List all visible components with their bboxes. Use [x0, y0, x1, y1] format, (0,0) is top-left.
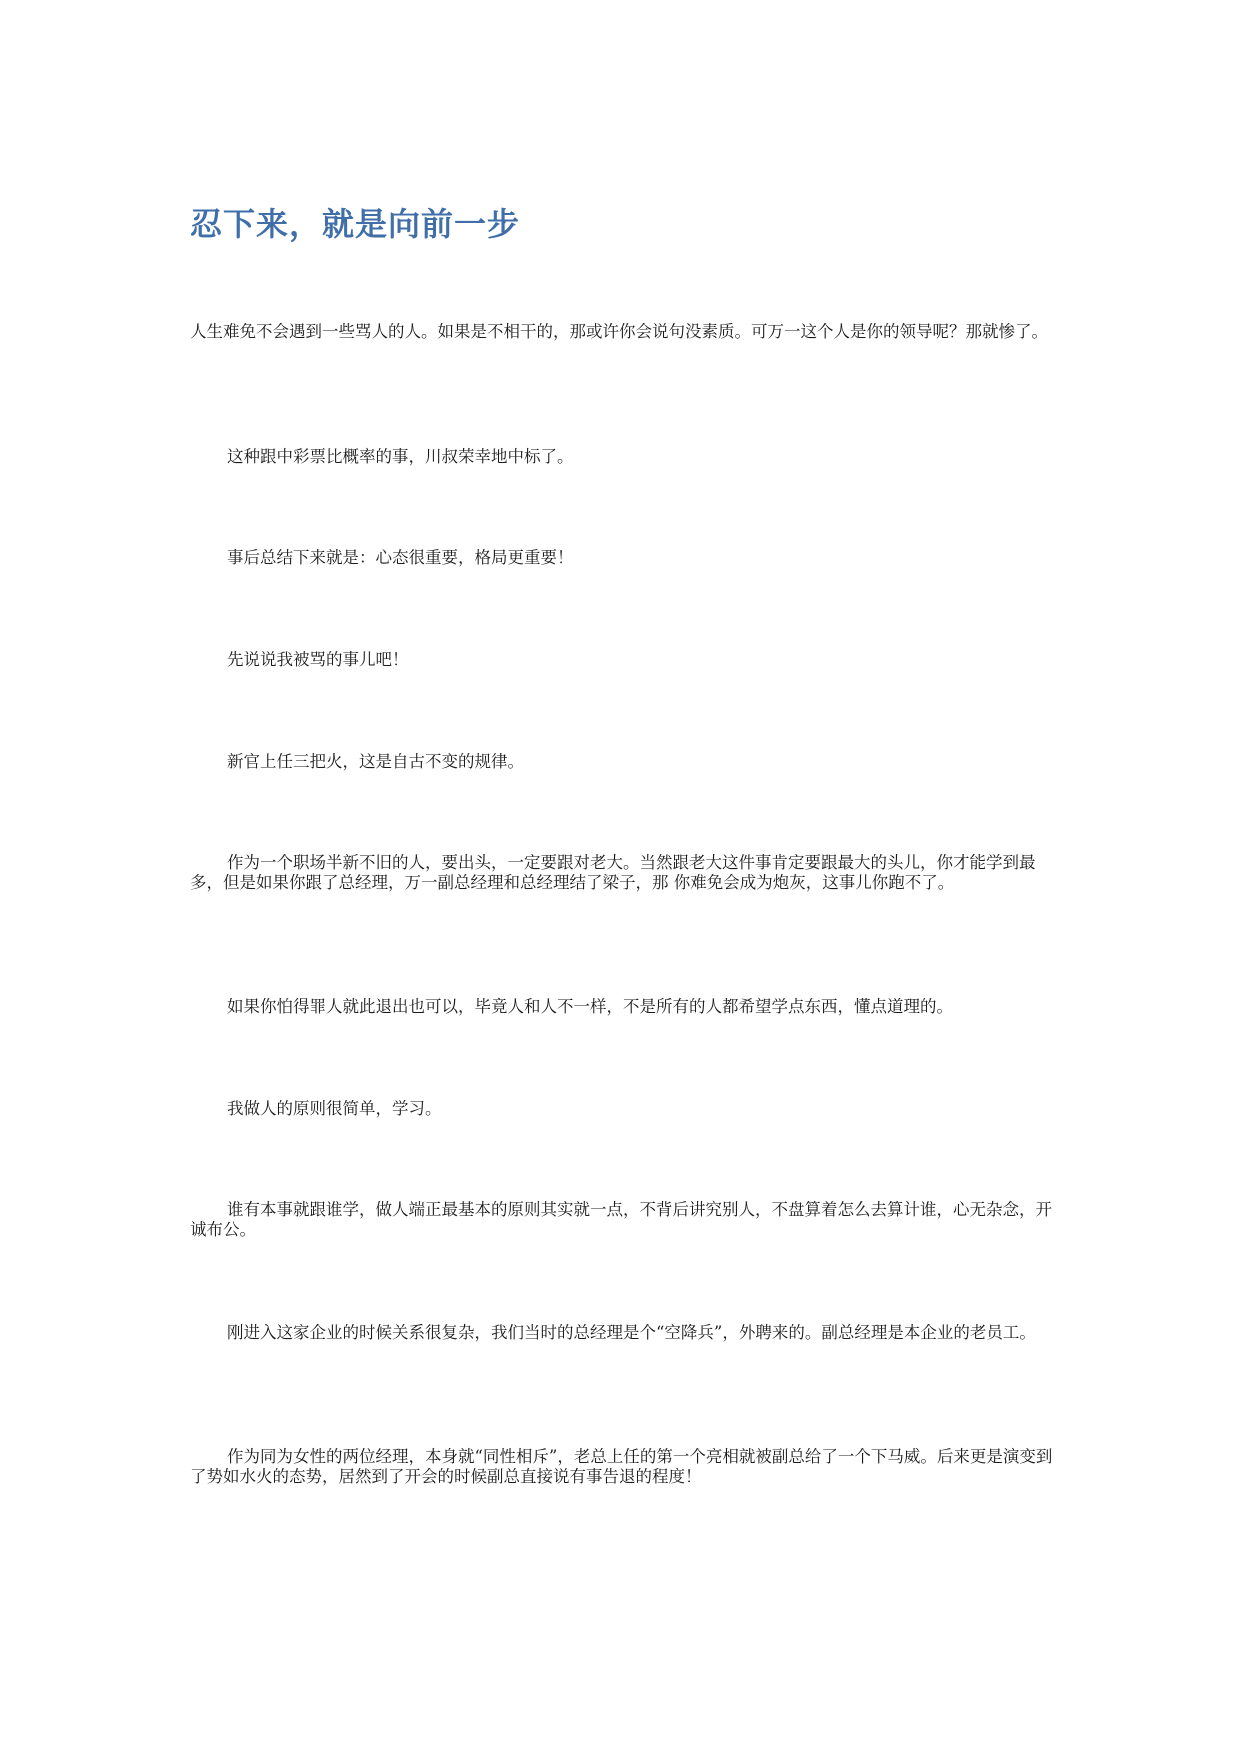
paragraph-11: 作为同为女性的两位经理，本身就“同性相斥”，老总上任的第一个亮相就被副总给了一个下马威。后来更是演变到了势如水火的态势，居然到了开会的时候副总直接说有事告退的程度！ — [190, 1447, 1053, 1486]
paragraph-3: 事后总结下来就是：心态很重要，格局更重要！ — [227, 548, 574, 567]
paragraph-6: 作为一个职场半新不旧的人，要出头，一定要跟对老大。当然跟老大这件事肯定要跟最大的头儿，你才能学到最多，但是如果你跟了总经理，万一副总经理和总经理结了梁子，那 你难免会成为炮灰，这事儿你跑不了。 — [190, 853, 1036, 892]
paragraph-8: 我做人的原则很简单，学习。 — [227, 1099, 442, 1118]
paragraph-4: 先说说我被骂的事儿吧！ — [227, 650, 409, 669]
paragraph-9: 谁有本事就跟谁学，做人端正最基本的原则其实就一点，不背后讲究别人，不盘算着怎么去算计谁，心无杂念，开诚布公。 — [190, 1200, 1052, 1239]
paragraph-1: 人生难免不会遇到一些骂人的人。如果是不相干的，那或许你会说句没素质。可万一这个人是你的领导呢？那就惨了。 — [190, 322, 1048, 341]
paragraph-5: 新官上任三把火，这是自古不变的规律。 — [227, 752, 524, 771]
paragraph-10: 刚进入这家企业的时候关系很复杂，我们当时的总经理是个“空降兵”，外聘来的。副总经理是本企业的老员工。 — [227, 1323, 1036, 1342]
paragraph-7: 如果你怕得罪人就此退出也可以，毕竟人和人不一样，不是所有的人都希望学点东西，懂点道理的。 — [227, 997, 953, 1016]
document-title: 忍下来，就是向前一步 — [190, 205, 521, 243]
paragraph-2: 这种跟中彩票比概率的事，川叔荣幸地中标了。 — [227, 447, 574, 466]
